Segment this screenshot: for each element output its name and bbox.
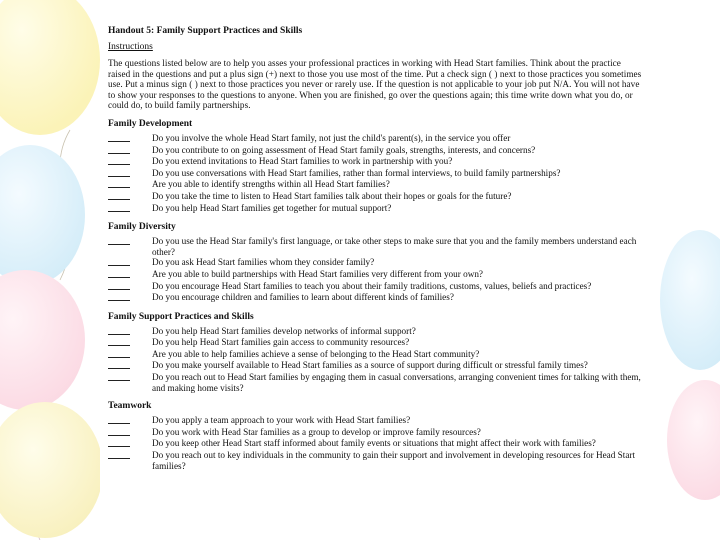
question-row bbox=[108, 427, 642, 439]
question-text: Do you work with Head Star families as a group to develop or improve family resources? bbox=[152, 426, 481, 437]
section-family-support-practices-and-skills bbox=[108, 312, 642, 394]
answer-line bbox=[108, 349, 130, 358]
question-row bbox=[108, 360, 642, 372]
instructions-text: The questions listed below are to help you asses your professional practices in working with Head Start families. Think about the practice raised in the questions and put a plus sign (+) next to those you use most of the time. Put a check sign ( ) next to those practices you sometimes use. Put a minus sign ( ) next to those practices you never or rarely use. If the question is not applicable to your job put N/A. You will not have to show your responses to the questions to anyone. When you are finished, go over the questions again; this time write down what you do, or could do, to build family partnerships. bbox=[108, 58, 642, 111]
answer-line bbox=[108, 203, 130, 212]
question-text: Are you able to help families achieve a sense of belonging to the Head Start community? bbox=[152, 348, 480, 359]
answer-line bbox=[108, 337, 130, 346]
question-text: Do you encourage children and families to learn about different kinds of families? bbox=[152, 292, 454, 303]
answer-blank bbox=[108, 372, 152, 384]
answer-blank bbox=[108, 269, 152, 281]
instructions-heading: Instructions bbox=[108, 42, 153, 52]
answer-blank bbox=[108, 360, 152, 372]
answer-line bbox=[108, 269, 130, 278]
question-text: Do you make yourself available to Head Start families as a source of support during difficult or stressful family times? bbox=[152, 360, 588, 371]
question-row bbox=[108, 203, 642, 215]
answer-line bbox=[108, 415, 130, 424]
answer-line bbox=[108, 179, 130, 188]
answer-blank bbox=[108, 292, 152, 304]
question-sections bbox=[108, 119, 642, 471]
answer-blank bbox=[108, 168, 152, 180]
answer-line bbox=[108, 372, 130, 381]
answer-line bbox=[108, 427, 130, 436]
question-text: Do you involve the whole Head Start family, not just the child's parent(s), in the service you offer bbox=[152, 132, 511, 143]
question-text: Do you use conversations with Head Start families, rather than formal interviews, to build family partnerships? bbox=[152, 167, 561, 178]
section-heading: Family Development bbox=[108, 118, 193, 129]
section-heading: Family Support Practices and Skills bbox=[108, 311, 254, 322]
question-text: Do you take the time to listen to Head Start families talk about their hopes or goals for the future? bbox=[152, 190, 512, 201]
answer-blank bbox=[108, 133, 152, 145]
section-heading: Family Diversity bbox=[108, 222, 176, 233]
question-row bbox=[108, 133, 642, 145]
question-text: Are you able to identify strengths within all Head Start families? bbox=[152, 179, 390, 190]
question-row bbox=[108, 191, 642, 203]
answer-line bbox=[108, 360, 130, 369]
question-row bbox=[108, 349, 642, 361]
question-row bbox=[108, 145, 642, 157]
answer-blank bbox=[108, 427, 152, 439]
balloon-pink-right bbox=[667, 380, 720, 500]
question-row bbox=[108, 179, 642, 191]
handout-title: Handout 5: Family Support Practices and Skills bbox=[108, 26, 303, 36]
question-text: Do you ask Head Start families whom they consider family? bbox=[152, 257, 375, 268]
answer-line bbox=[108, 326, 130, 335]
answer-line bbox=[108, 145, 130, 154]
question-row bbox=[108, 292, 642, 304]
question-row bbox=[108, 372, 642, 393]
answer-blank bbox=[108, 145, 152, 157]
answer-blank bbox=[108, 179, 152, 191]
answer-line bbox=[108, 281, 130, 290]
answer-blank bbox=[108, 281, 152, 293]
section-heading: Teamwork bbox=[108, 401, 152, 412]
section-teamwork bbox=[108, 401, 642, 471]
question-text: Do you use the Head Star family's first language, or take other steps to make sure that you and the family members understand each other? bbox=[152, 236, 637, 257]
answer-blank bbox=[108, 326, 152, 338]
section-family-development bbox=[108, 119, 642, 214]
question-text: Do you help Head Start families gain access to community resources? bbox=[152, 337, 410, 348]
answer-line bbox=[108, 438, 130, 447]
answer-blank bbox=[108, 450, 152, 462]
answer-line bbox=[108, 236, 130, 245]
question-row bbox=[108, 236, 642, 257]
handout-page bbox=[100, 12, 648, 540]
answer-line bbox=[108, 133, 130, 142]
question-text: Do you contribute to on going assessment of Head Start family goals, strengths, interests, and concerns? bbox=[152, 144, 536, 155]
question-row bbox=[108, 156, 642, 168]
question-text: Do you help Head Start families get together for mutual support? bbox=[152, 202, 392, 213]
balloon-blue-right bbox=[660, 230, 720, 370]
question-row bbox=[108, 269, 642, 281]
question-text: Do you reach out to Head Start families by engaging them in casual conversations, arranging convenient times for talking with them, and making home visits? bbox=[152, 372, 641, 393]
answer-blank bbox=[108, 156, 152, 168]
question-text: Do you apply a team approach to your work with Head Start families? bbox=[152, 415, 411, 426]
answer-line bbox=[108, 156, 130, 165]
answer-blank bbox=[108, 438, 152, 450]
answer-blank bbox=[108, 257, 152, 269]
question-text: Do you keep other Head Start staff informed about family events or situations that might affect their work with families? bbox=[152, 438, 596, 449]
question-row bbox=[108, 450, 642, 471]
question-text: Do you extend invitations to Head Start families to work in partnership with you? bbox=[152, 156, 453, 167]
answer-blank bbox=[108, 191, 152, 203]
question-row bbox=[108, 257, 642, 269]
handout-content bbox=[108, 26, 642, 471]
answer-blank bbox=[108, 349, 152, 361]
question-text: Do you encourage Head Start families to teach you about their family traditions, customs, values, beliefs and practices? bbox=[152, 280, 592, 291]
question-row bbox=[108, 438, 642, 450]
answer-line bbox=[108, 292, 130, 301]
question-text: Do you help Head Start families develop networks of informal support? bbox=[152, 325, 416, 336]
answer-blank bbox=[108, 236, 152, 248]
question-row bbox=[108, 337, 642, 349]
question-row bbox=[108, 326, 642, 338]
answer-line bbox=[108, 450, 130, 459]
answer-line bbox=[108, 191, 130, 200]
answer-blank bbox=[108, 337, 152, 349]
question-text: Are you able to build partnerships with Head Start families very different from your own? bbox=[152, 268, 484, 279]
answer-line bbox=[108, 168, 130, 177]
question-row bbox=[108, 415, 642, 427]
answer-line bbox=[108, 257, 130, 266]
answer-blank bbox=[108, 415, 152, 427]
question-row bbox=[108, 168, 642, 180]
answer-blank bbox=[108, 203, 152, 215]
question-row bbox=[108, 281, 642, 293]
question-text: Do you reach out to key individuals in the community to gain their support and involvement in developing resources for Head Start families? bbox=[152, 450, 636, 471]
section-family-diversity bbox=[108, 222, 642, 304]
balloon-yellow-bottom-left bbox=[0, 402, 103, 538]
